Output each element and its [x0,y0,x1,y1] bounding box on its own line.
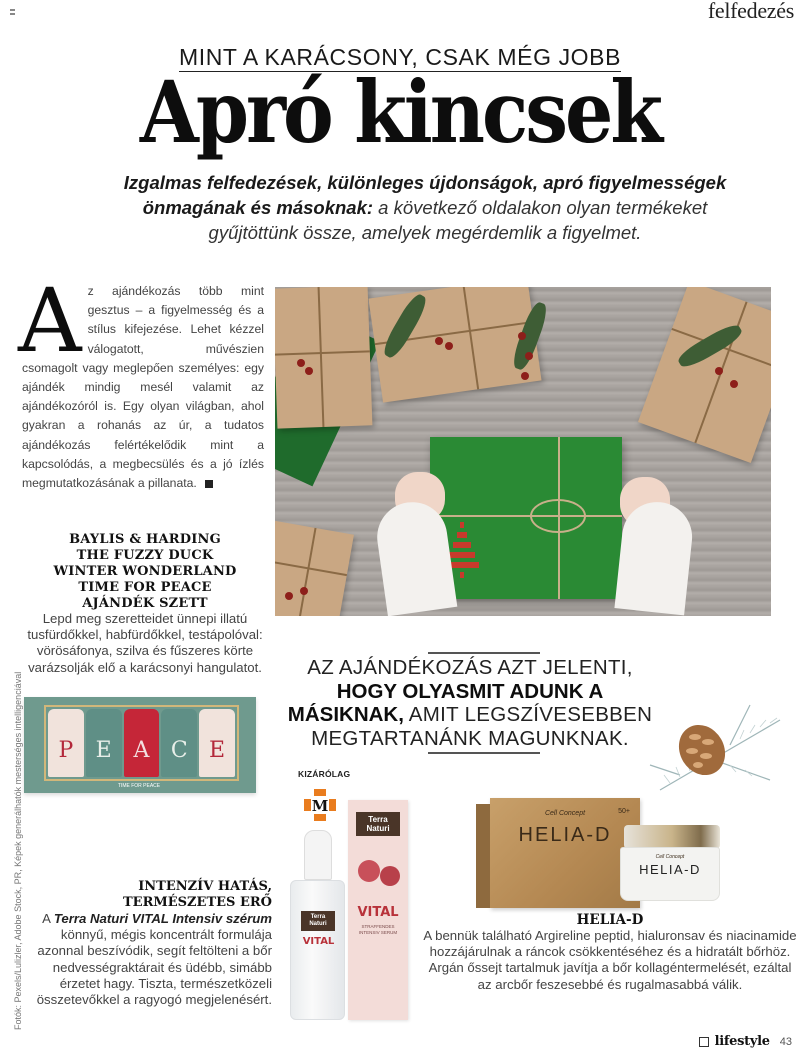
kraft-gift [275,521,354,616]
package-caption: TIME FOR PEACE [117,783,161,789]
bottle: E [86,709,122,777]
product-description-helia-d: A bennük található Argireline peptid, hialuronsav és niacinamide hozzájárulnak a ráncok csökkentéséhez és a hidratált bőrhöz. Argán őssejt tartalmuk javítja a bőr kollagéntermelését, ezáltal az arcbőr feszesebbé és rugalmasabbá válik. [423,928,797,992]
corner-mark [10,9,15,15]
bottle: E [199,709,235,777]
product-description-baylis: Lepd meg szeretteidet ünnepi illatú tusfürdőkkel, habfürdőkkel, testápolóval: vörösáfonya, szilva és fűszeres körte varázsolják elő a karácsonyi hangulatot. [27,611,263,675]
product-title-baylis: BAYLIS & HARDING THE FUZZY DUCK WINTER WONDERLAND TIME FOR PEACE AJÁNDÉK SZETT [53,532,237,611]
quote-rule-bottom [428,752,540,754]
product-title-terra-naturi: INTENZÍV HATÁS, TERMÉSZETES ERŐ [122,879,272,910]
quote-rule-top [428,652,540,654]
lead-bold: Izgalmas felfedezések, különleges újdonságok, apró figyelmességek önmagának és másoknak: [123,172,727,218]
pinecone-icon [640,695,790,795]
green-gift [430,437,622,599]
magazine-logo-icon [699,1037,709,1047]
serum-box-image: Terra Naturi VITAL STRAFFENDES INTENSIV SERUM [348,800,408,1020]
page-title: Apró kincsek [139,62,661,163]
product-description-terra-naturi: A Terra Naturi VITAL Intensiv szérum könnyű, mégis koncentrált formulája azonnal beszívódik, segít feltölteni a bőr nedvességraktárait és üdébb, simább érzetet hagy. Tiszta, természetközeli összetevőkkel a ragyogó megjelenésért. [36,911,272,1008]
exclusive-badge: KIZÁRÓLAG [298,769,351,779]
kicker-text: MINT A KARÁCSONY, CSAK MÉG JOBB [178,44,622,70]
bottle: P [48,709,84,777]
magazine-brand: lifestyle [714,1034,770,1049]
store-logo-icon [304,789,336,821]
helia-d-jar-image: Cell Concept HELIA-D [620,825,720,900]
bottle: C [161,709,197,777]
dropcap: A [18,269,82,372]
serum-bottle-image: Terra Naturi VITAL [290,830,345,1020]
product-title-helia-d: HELIA-D [576,912,644,928]
intro-paragraph [18,269,264,493]
bottle: A [124,709,160,777]
kraft-gift [275,287,372,429]
section-label: felfedezés [707,0,794,23]
lead-regular: a következő oldalakon olyan termékeket gyűjtöttünk össze, amelyek megérdemlik a figyelmet. [208,197,708,243]
lead-paragraph [100,170,750,245]
gift-wrapping-photo [275,287,771,616]
page-number: 43 [779,1035,792,1048]
quote-emphasis: HOGY OLYASMIT ADUNK A MÁSIKNAK, [287,679,604,726]
pull-quote: AZ AJÁNDÉKOZÁS AZT JELENTI, HOGY OLYASMIT ADUNK A MÁSIKNAK, AMIT LEGSZÍVESEBBEN MEGTARTANÁNK MAGUNKNAK. [287,656,653,750]
svg-text:M: M [311,797,329,815]
peace-gift-set-image [24,697,256,793]
helia-d-box-image: Cell Concept 50+ HELIA-D [490,798,640,908]
intro-text: z ajándékozás több mint gesztus – a figyelmesség és a stílus kifejezése. Lehet kézzel válogatott, művészien csomagolt vagy meglepően személyes: egy ajándék mindig mesél valamit az ajándékozóról is. Egy olyan világban, ahol gyakran a rohanás az úr, a tudatos ajándékozás felértékelődik mint a kapcsolódás, a megbecsülés és a jó ízlés megmutatkozásának a pillanata. [22,284,264,491]
footer [699,1034,792,1049]
photo-credits: Fotók: Pexels/Lulizler, Adobe Stock, PR, Képek generálhatók mesterséges intelligenciával [13,671,23,1030]
end-mark-icon [205,480,213,488]
